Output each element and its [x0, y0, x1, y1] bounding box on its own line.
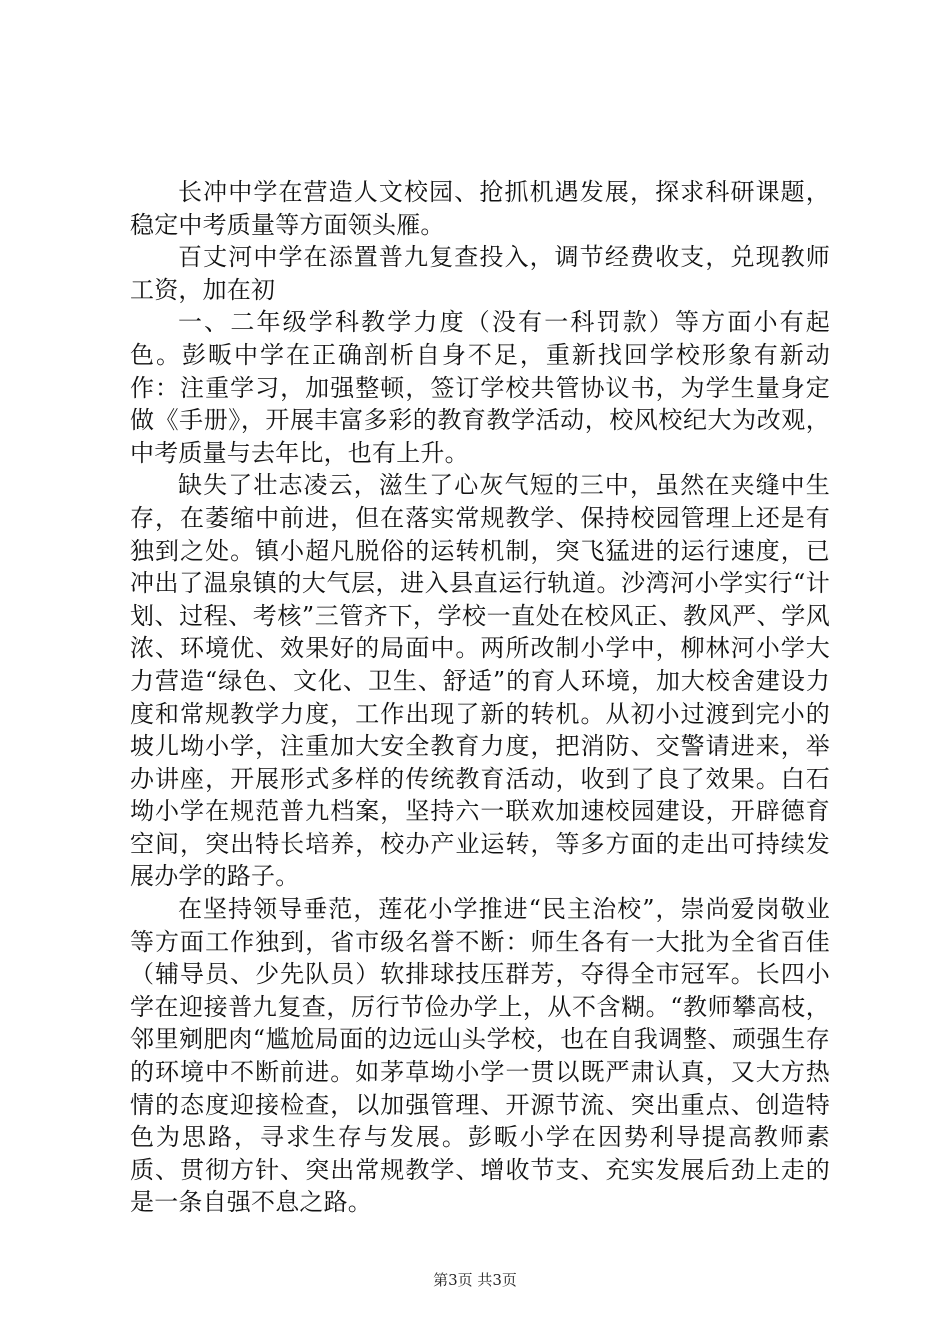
paragraph: 一、二年级学科教学力度（没有一科罚款）等方面小有起色。彭畈中学在正确剖析自身不足，重新找回学校形象有新动作：注重学习，加强整顿，签订学校共管协议书，为学生量身定做《手册》，开展丰富多彩的教育教学活动，校风校纪大为改观，中考质量与去年比，也有上升。	[130, 308, 830, 467]
paragraph: 缺失了壮志凌云，滋生了心灰气短的三中，虽然在夹缝中生存，在萎缩中前进，但在落实常规教学、保持校园管理上还是有独到之处。镇小超凡脱俗的运转机制，突飞猛进的运行速度，已冲出了温泉镇的大气层，进入县直运行轨道。沙湾河小学实行“计划、过程、考核”三管齐下，学校一直处在校风正、教风严、学风浓、环境优、效果好的局面中。两所改制小学中，柳林河小学大力营造“绿色、文化、卫生、舒适”的育人环境，加大校舍建设力度和常规教学力度，工作出现了新的转机。从初小过渡到完小的坡儿坳小学，注重加大安全教育力度，把消防、交警请进来，举办讲座，开展形式多样的传统教育活动，收到了良了效果。白石坳小学在规范普九档案，坚持六一联欢加速校园建设，开辟德育空间，突出特长培养，校办产业运转，等多方面的走出可持续发展办学的路子。	[130, 471, 830, 891]
page-number-footer: 第3页 共3页	[433, 1271, 517, 1289]
paragraph: 百丈河中学在添置普九复查投入，调节经费收支，兑现教师工资，加在初	[130, 243, 830, 304]
document-body	[130, 176, 830, 1219]
paragraph: 长冲中学在营造人文校园、抢抓机遇发展，探求科研课题，稳定中考质量等方面领头雁。	[130, 178, 830, 239]
paragraph: 在坚持领导垂范，莲花小学推进“民主治校”，崇尚爱岗敬业等方面工作独到，省市级名誉不断：师生各有一大批为全省百佳（辅导员、少先队员）软排球技压群芳，夺得全市冠军。长四小学在迎接普九复查，厉行节俭办学上，从不含糊。“教师攀高枝，邻里剜肥肉“尴尬局面的边远山头学校，也在自我调整、顽强生存的环境中不断前进。如茅草坳小学一贯以既严肃认真，又大方热情的态度迎接检查，以加强管理、开源节流、突出重点、创造特色为思路，寻求生存与发展。彭畈小学在因势利导提高教师素质、贯彻方针、突出常规教学、增收节支、充实发展后劲上走的是一条自强不息之路。	[130, 895, 830, 1217]
